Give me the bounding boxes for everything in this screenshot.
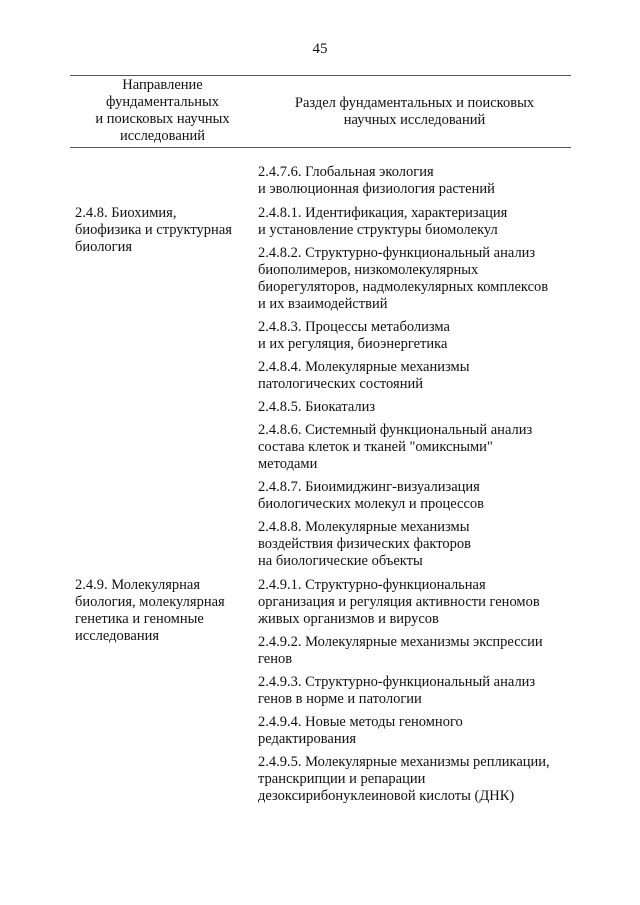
section-line: живых организмов и вирусов (258, 611, 439, 627)
direction-line: биофизика и структурная (75, 222, 232, 238)
section-line: и эволюционная физиология растений (258, 181, 495, 197)
section-entry-2-4-8-2 (258, 245, 578, 313)
direction-line: биология, молекулярная (75, 594, 225, 610)
section-entry-2-4-9-5 (258, 754, 578, 805)
section-line: 2.4.9.2. Молекулярные механизмы экспрессии (258, 634, 543, 650)
section-entry-2-4-9-3 (258, 674, 578, 708)
section-line: редактирования (258, 731, 357, 747)
section-line: биологических молекул и процессов (258, 496, 484, 512)
section-line: на биологические объекты (258, 553, 423, 569)
section-line: биорегуляторов, надмолекулярных комплексов (258, 279, 549, 295)
section-line: 2.4.9.1. Структурно-функциональная (258, 577, 486, 593)
section-line: 2.4.9.4. Новые методы геномного (258, 714, 463, 730)
column-header-section (258, 95, 571, 129)
section-entry-2-4-9-4 (258, 714, 578, 748)
section-line: 2.4.8.7. Биоимиджинг-визуализация (258, 479, 480, 495)
section-entry-2-4-9-1 (258, 577, 578, 628)
header-line: исследований (119, 128, 206, 144)
section-entry-2-4-7-6 (258, 164, 578, 198)
section-line: дезоксирибонуклеиновой кислоты (ДНК) (258, 788, 515, 804)
sections-column-2-4-7 (258, 164, 578, 204)
direction-line: 2.4.9. Молекулярная (75, 577, 200, 593)
header-line: научных исследований (343, 112, 486, 128)
section-line: 2.4.9.5. Молекулярные механизмы репликации, (258, 754, 550, 770)
section-entry-2-4-8-1 (258, 205, 578, 239)
direction-line: 2.4.8. Биохимия, (75, 205, 177, 221)
section-line: 2.4.8.3. Процессы метаболизма (258, 319, 450, 335)
section-line: 2.4.8.4. Молекулярные механизмы (258, 359, 470, 375)
section-line: генов в норме и патологии (258, 691, 422, 707)
direction-line: биология (75, 239, 133, 255)
header-bottom-rule (70, 147, 571, 148)
column-header-direction (70, 77, 255, 145)
sections-column-2-4-8 (258, 205, 578, 576)
section-line: 2.4.8.2. Структурно-функциональный анализ (258, 245, 536, 261)
direction-cell-2-4-9 (75, 577, 255, 645)
section-line: организация и регуляция активности геномов (258, 594, 540, 610)
section-entry-2-4-8-4 (258, 359, 578, 393)
section-line: и их взаимодействий (258, 296, 388, 312)
table-top-rule (70, 75, 571, 76)
header-line: фундаментальных (106, 94, 219, 110)
section-entry-2-4-8-7 (258, 479, 578, 513)
section-line: биополимеров, низкомолекулярных (258, 262, 479, 278)
section-line: 2.4.7.6. Глобальная экология (258, 164, 434, 180)
header-line: Раздел фундаментальных и поисковых (294, 95, 535, 111)
section-line: 2.4.8.8. Молекулярные механизмы (258, 519, 470, 535)
section-entry-2-4-8-6 (258, 422, 578, 473)
section-line: 2.4.8.5. Биокатализ (258, 399, 376, 415)
header-line: и поисковых научных (95, 111, 230, 127)
direction-line: исследования (75, 628, 160, 644)
section-line: 2.4.8.1. Идентификация, характеризация (258, 205, 508, 221)
section-line: 2.4.9.3. Структурно-функциональный анализ (258, 674, 536, 690)
section-entry-2-4-9-2 (258, 634, 578, 668)
header-line: Направление (122, 77, 203, 93)
section-line: и установление структуры биомолекул (258, 222, 498, 238)
section-line: транскрипции и репарации (258, 771, 426, 787)
page-number: 45 (312, 41, 328, 57)
section-line: состава клеток и тканей "омиксными" (258, 439, 493, 455)
section-line: и их регуляция, биоэнергетика (258, 336, 448, 352)
section-line: генов (258, 651, 293, 667)
sections-column-2-4-9 (258, 577, 578, 811)
section-line: методами (258, 456, 318, 472)
section-line: патологических состояний (258, 376, 423, 392)
section-entry-2-4-8-5 (258, 399, 578, 416)
section-line: воздействия физических факторов (258, 536, 471, 552)
direction-line: генетика и геномные (75, 611, 204, 627)
section-line: 2.4.8.6. Системный функциональный анализ (258, 422, 533, 438)
section-entry-2-4-8-3 (258, 319, 578, 353)
section-entry-2-4-8-8 (258, 519, 578, 570)
direction-cell-2-4-8 (75, 205, 255, 256)
